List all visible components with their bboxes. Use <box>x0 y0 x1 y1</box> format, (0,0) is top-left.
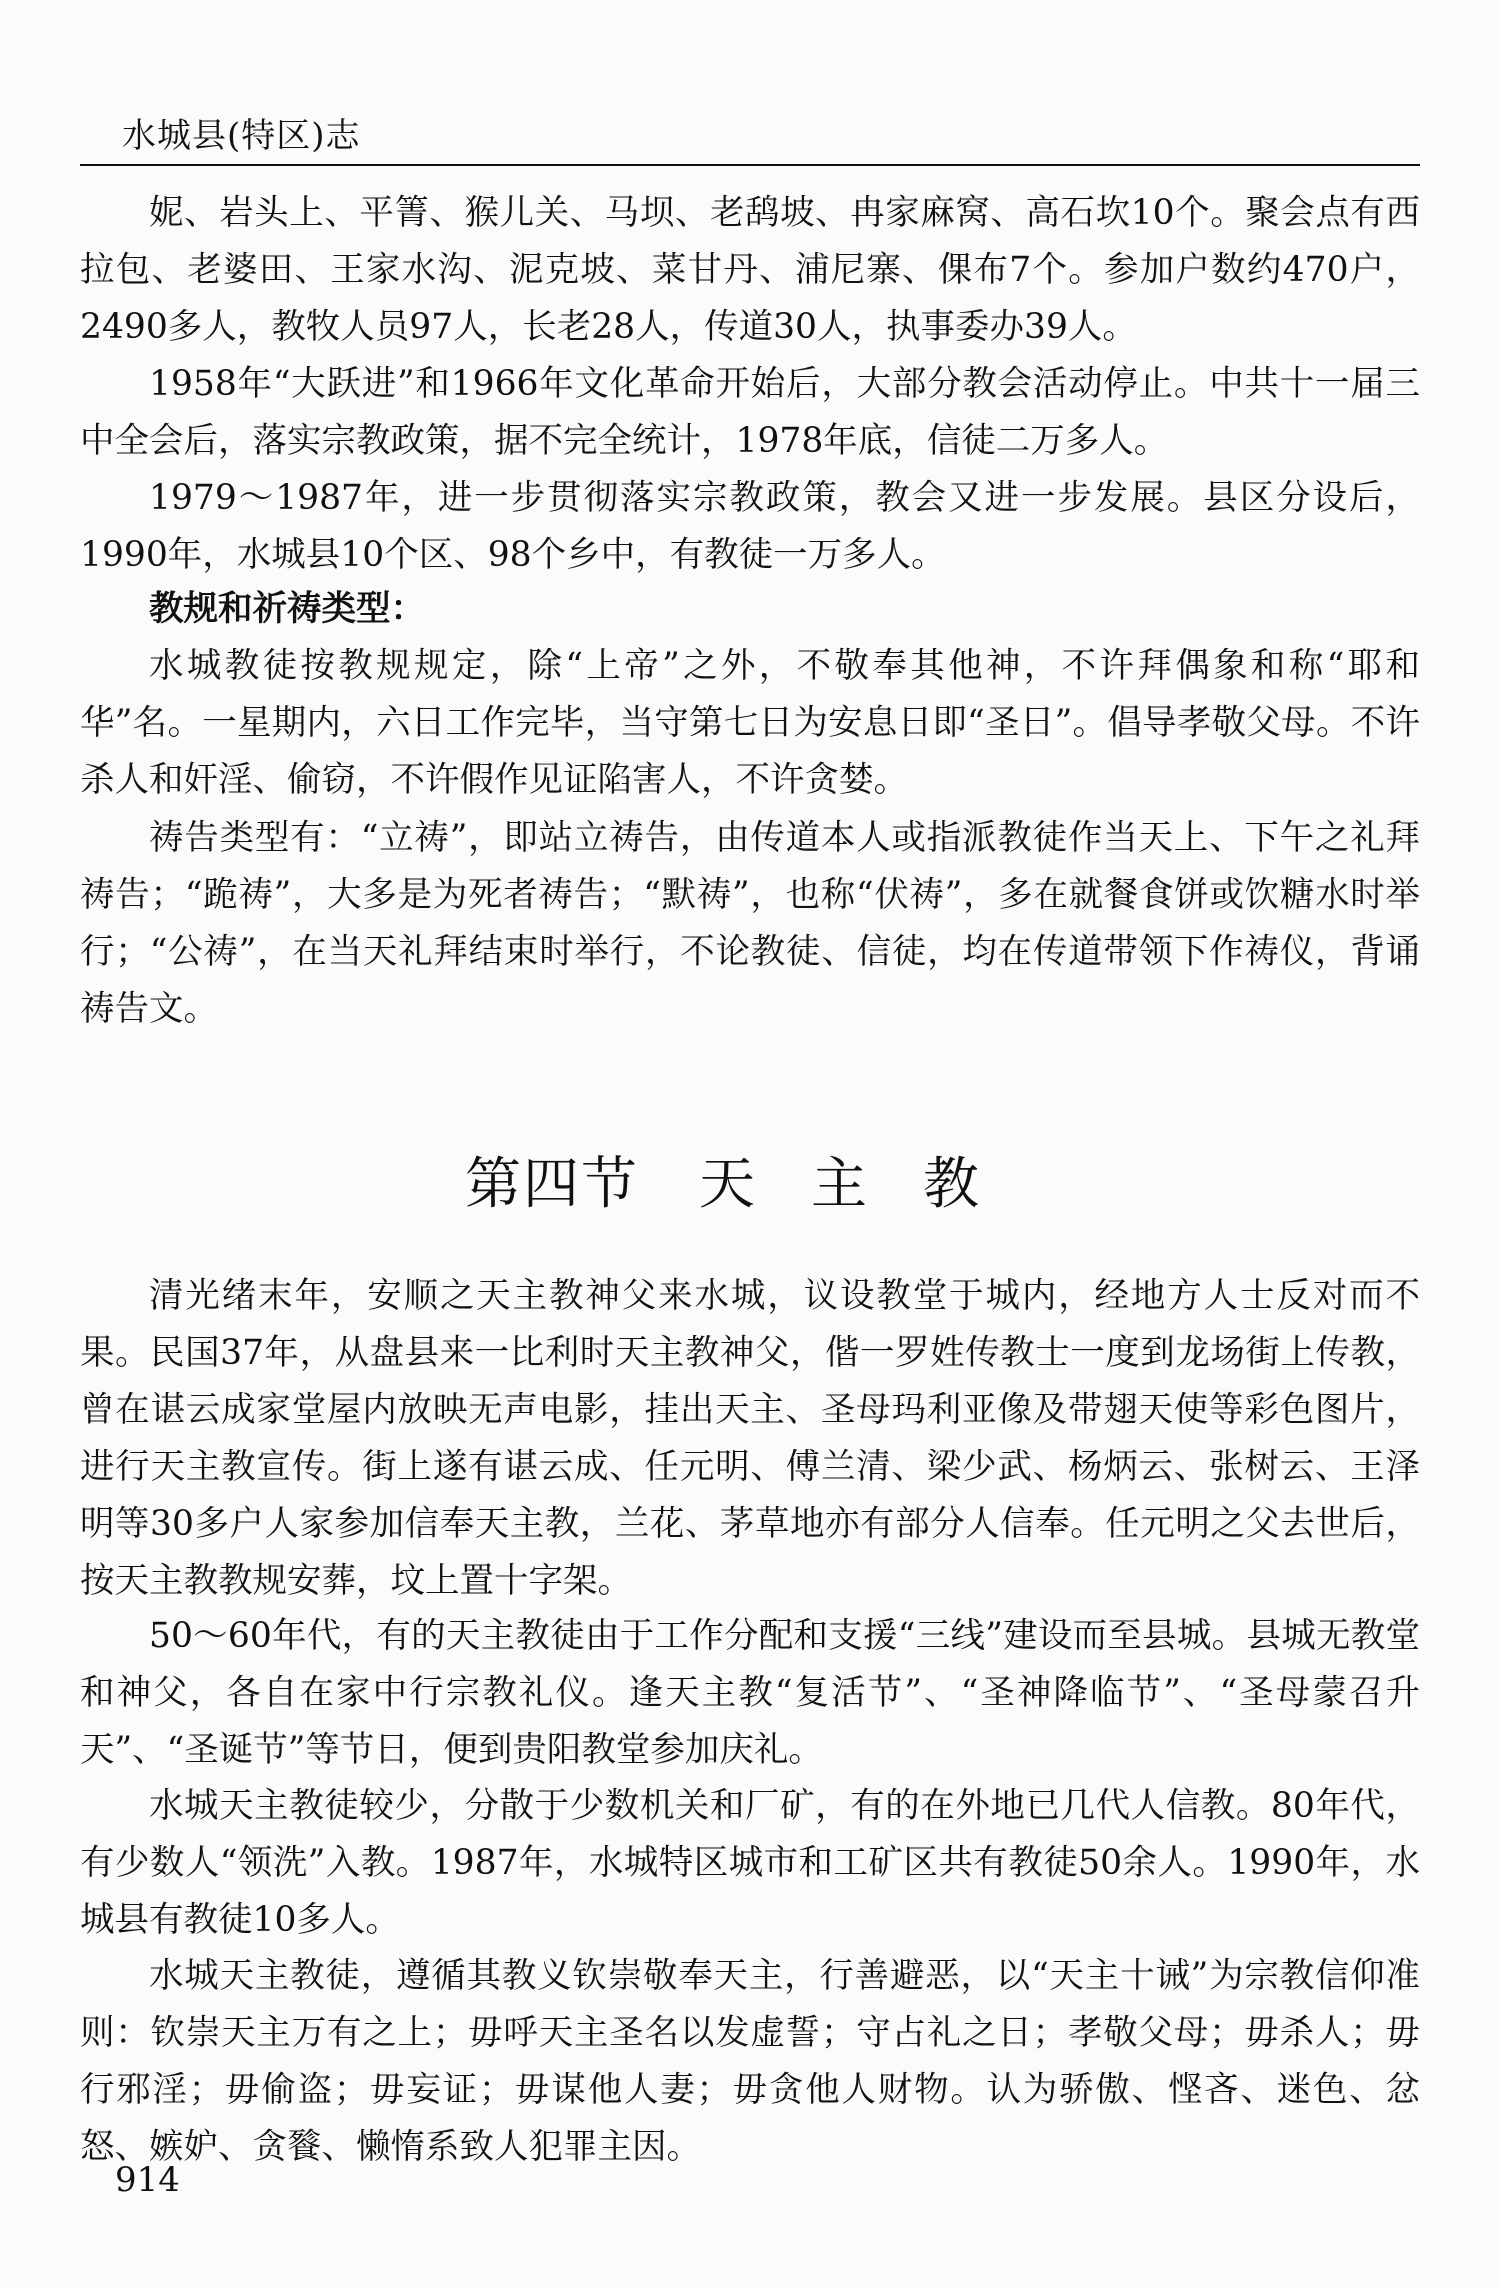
paragraph-bottom-1: 清光绪末年，安顺之天主教神父来水城，议设教堂于城内，经地方人士反对而不果。民国37年，从盘县来一比利时天主教神父，偕一罗姓传教士一度到龙场街上传教，曾在谌云成家堂屋内放映无声电影，挂出天主、圣母玛利亚像及带翅天使等彩色图片，进行天主教宣传。街上遂有谌云成、任元明、傅兰清、梁少武、杨炳云、张树云、王泽明等30多户人家参加信奉天主教，兰花、茅草地亦有部分人信奉。任元明之父去世后，按天主教教规安葬，坟上置十字架。 <box>80 1276 1420 1601</box>
paragraph-top-3: 1979～1987年，进一步贯彻落实宗教政策，教会又进一步发展。县区分设后，1990年，水城县10个区、98个乡中，有教徒一万多人。 <box>80 478 1420 575</box>
page-number: 914 <box>115 2160 180 2200</box>
running-header: 水城县(特区)志 <box>122 116 361 156</box>
paragraph-top-1: 妮、岩头上、平箐、猴儿关、马坝、老鸹坡、冉家麻窝、高石坎10个。聚会点有西拉包、老婆田、王家水沟、泥克坡、菜甘丹、浦尼寨、倮布7个。参加户数约470户，2490多人，教牧人员97人，长老28人，传道30人，执事委办39人。 <box>80 193 1420 347</box>
paragraph-bottom-2: 50～60年代，有的天主教徒由于工作分配和支援“三线”建设而至县城。县城无教堂和神父，各自在家中行宗教礼仪。逢天主教“复活节”、“圣神降临节”、“圣母蒙召升天”、“圣诞节”等节日，便到贵阳教堂参加庆礼。 <box>80 1616 1420 1770</box>
subheading: 教规和祈祷类型： <box>149 589 425 629</box>
paragraph-middle-2: 祷告类型有：“立祷”，即站立祷告，由传道本人或指派教徒作当天上、下午之礼拜祷告；“跪祷”，大多是为死者祷告；“默祷”，也称“伏祷”，多在就餐食饼或饮糖水时举行；“公祷”，在当天礼拜结束时举行，不论教徒、信徒，均在传道带领下作祷仪，背诵祷告文。 <box>80 818 1420 1029</box>
header-rule <box>80 164 1420 166</box>
paragraph-middle-1: 水城教徒按教规规定，除“上帝”之外，不敬奉其他神，不许拜偶象和称“耶和华”名。一星期内，六日工作完毕，当守第七日为安息日即“圣日”。倡导孝敬父母。不许杀人和奸淫、偷窃，不许假作见证陷害人，不许贪婪。 <box>80 646 1420 800</box>
paragraph-bottom-3: 水城天主教徒较少，分散于少数机关和厂矿，有的在外地已几代人信教。80年代，有少数人“领洗”入教。1987年，水城特区城市和工矿区共有教徒50余人。1990年，水城县有教徒10多人。 <box>80 1786 1420 1940</box>
section-number: 第四节 <box>465 1152 639 1217</box>
section-title <box>0 1140 1500 1220</box>
paragraph-top-2: 1958年“大跃进”和1966年文化革命开始后，大部分教会活动停止。中共十一届三中全会后，落实宗教政策，据不完全统计，1978年底，信徒二万多人。 <box>80 364 1420 461</box>
paragraph-bottom-4: 水城天主教徒，遵循其教义钦崇敬奉天主，行善避恶，以“天主十诫”为宗教信仰准则：钦崇天主万有之上；毋呼天主圣名以发虚誓；守占礼之日；孝敬父母；毋杀人；毋行邪淫；毋偷盗；毋妄证；毋谋他人妻；毋贪他人财物。认为骄傲、悭吝、迷色、忿怒、嫉妒、贪餮、懒惰系致人犯罪主因。 <box>80 1956 1420 2167</box>
section-name: 天主教 <box>699 1152 1035 1217</box>
